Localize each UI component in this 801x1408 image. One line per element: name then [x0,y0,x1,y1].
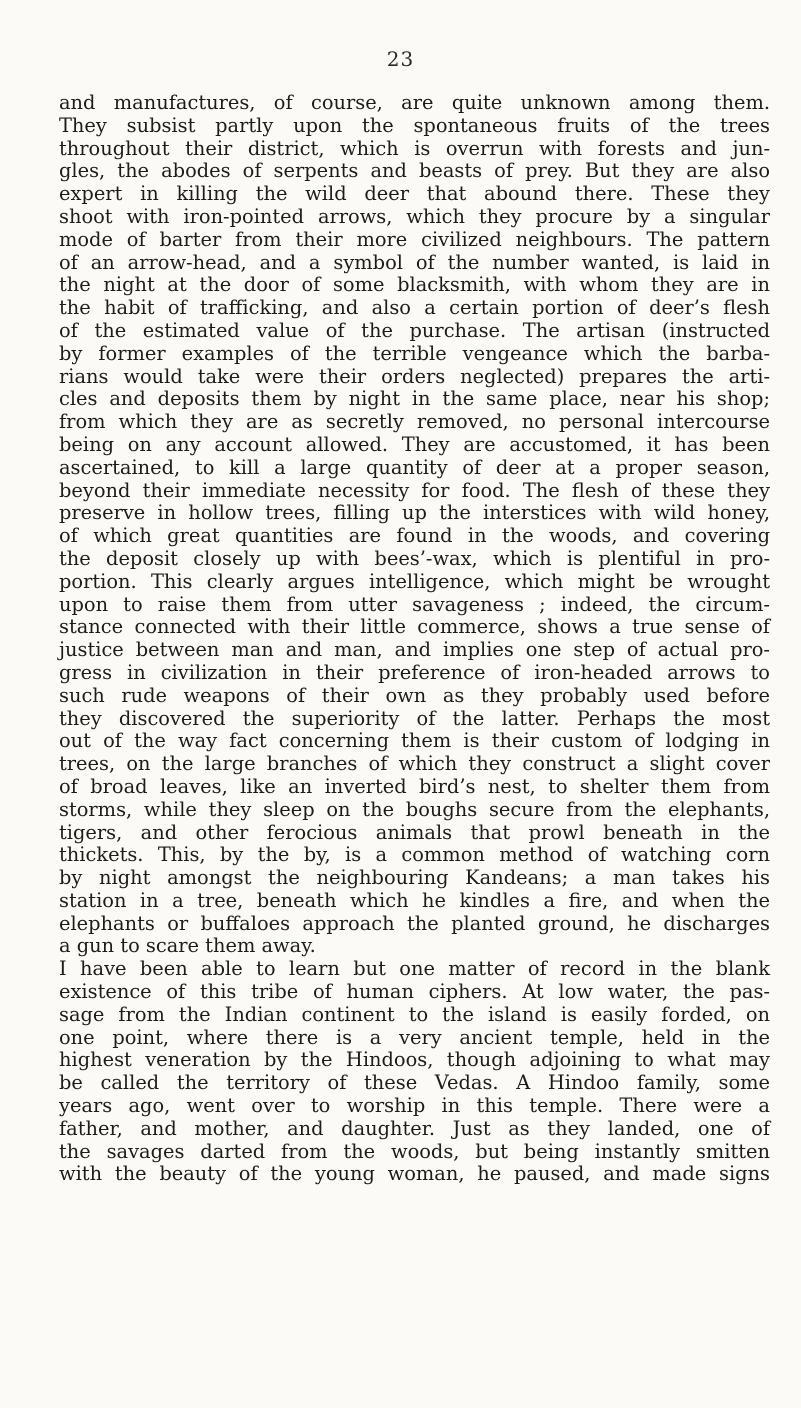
text-line: highest veneration by the Hindoos, though adjoining to what may [59,1048,770,1072]
text-line: preserve in hollow trees, filling up the interstices with wild honey, [59,501,770,525]
text-line: of the estimated value of the purchase. The artisan (instructed [59,318,770,342]
text-line: shoot with iron-pointed arrows, which they procure by a singular [59,204,770,228]
text-line: they discovered the superiority of the latter. Perhaps the most [59,706,770,730]
text-line: beyond their immediate necessity for food. The flesh of these they [59,478,770,502]
text-line: station in a tree, beneath which he kindles a fire, and when the [59,888,770,912]
text-line: ascertained, to kill a large quantity of deer at a proper season, [59,455,770,479]
text-line: with the beauty of the young woman, he paused, and made signs [59,1162,770,1186]
text-line: rians would take were their orders neglected) prepares the arti- [59,364,770,388]
text-line: of an arrow-head, and a symbol of the number wanted, is laid in [59,250,770,274]
text-line: by former examples of the terrible vengeance which the barba- [59,341,770,365]
text-line: by night amongst the neighbouring Kandeans; a man takes his [59,866,770,890]
text-line: expert in killing the wild deer that abound there. These they [59,182,770,206]
page-number: 23 [386,47,415,71]
text-line: such rude weapons of their own as they probably used before [59,683,770,707]
text-line: the night at the door of some blacksmith, with whom they are in [59,273,770,297]
text-line: from which they are as secretly removed, no personal intercourse [59,410,770,434]
text-line: being on any account allowed. They are accustomed, it has been [59,432,770,456]
text-line: the savages darted from the woods, but being instantly smitten [59,1139,770,1163]
text-line: mode of barter from their more civilized neighbours. The pattern [59,227,770,251]
body-text [59,92,770,1186]
text-line: upon to raise them from utter savageness ; indeed, the circum- [59,592,770,616]
text-line: They subsist partly upon the spontaneous fruits of the trees [59,113,770,137]
text-line: the habit of trafficking, and also a certain portion of deer’s flesh [59,296,770,320]
text-line: be called the territory of these Vedas. A Hindoo family, some [59,1071,770,1095]
text-line: storms, while they sleep on the boughs secure from the elephants, [59,797,770,821]
text-line: of broad leaves, like an inverted bird’s nest, to shelter them from [59,774,770,798]
text-line: existence of this tribe of human ciphers. At low water, the pas- [59,980,770,1004]
text-line: out of the way fact concerning them is their custom of lodging in [59,729,770,753]
text-line: stance connected with their little commerce, shows a true sense of [59,615,770,639]
text-line: justice between man and man, and implies one step of actual pro- [59,638,770,662]
text-line: tigers, and other ferocious animals that prowl beneath in the [59,820,770,844]
text-line: a gun to scare them away. [59,934,316,958]
text-line: gress in civilization in their preference of iron-headed arrows to [59,660,770,684]
text-line: father, and mother, and daughter. Just as they landed, one of [59,1116,770,1140]
text-line: trees, on the large branches of which they construct a slight cover [59,752,770,776]
text-line: I have been able to learn but one matter of record in the blank [59,957,770,981]
text-line: years ago, went over to worship in this temple. There were a [59,1094,770,1118]
text-line: portion. This clearly argues intelligence, which might be wrought [59,569,770,593]
text-line: thickets. This, by the by, is a common method of watching corn [59,843,770,867]
text-line: of which great quantities are found in the woods, and covering [59,524,770,548]
text-line: gles, the abodes of serpents and beasts of prey. But they are also [59,159,770,183]
text-line: cles and deposits them by night in the same place, near his shop; [59,387,770,411]
text-line: and manufactures, of course, are quite unknown among them. [59,91,770,114]
text-line: one point, where there is a very ancient temple, held in the [59,1025,770,1049]
text-line: the deposit closely up with bees’-wax, which is plentiful in pro- [59,546,770,570]
text-line: elephants or buffaloes approach the planted ground, he discharges [59,911,770,935]
text-line: throughout their district, which is overrun with forests and jun- [59,136,770,160]
text-line: sage from the Indian continent to the island is easily forded, on [59,1002,770,1026]
